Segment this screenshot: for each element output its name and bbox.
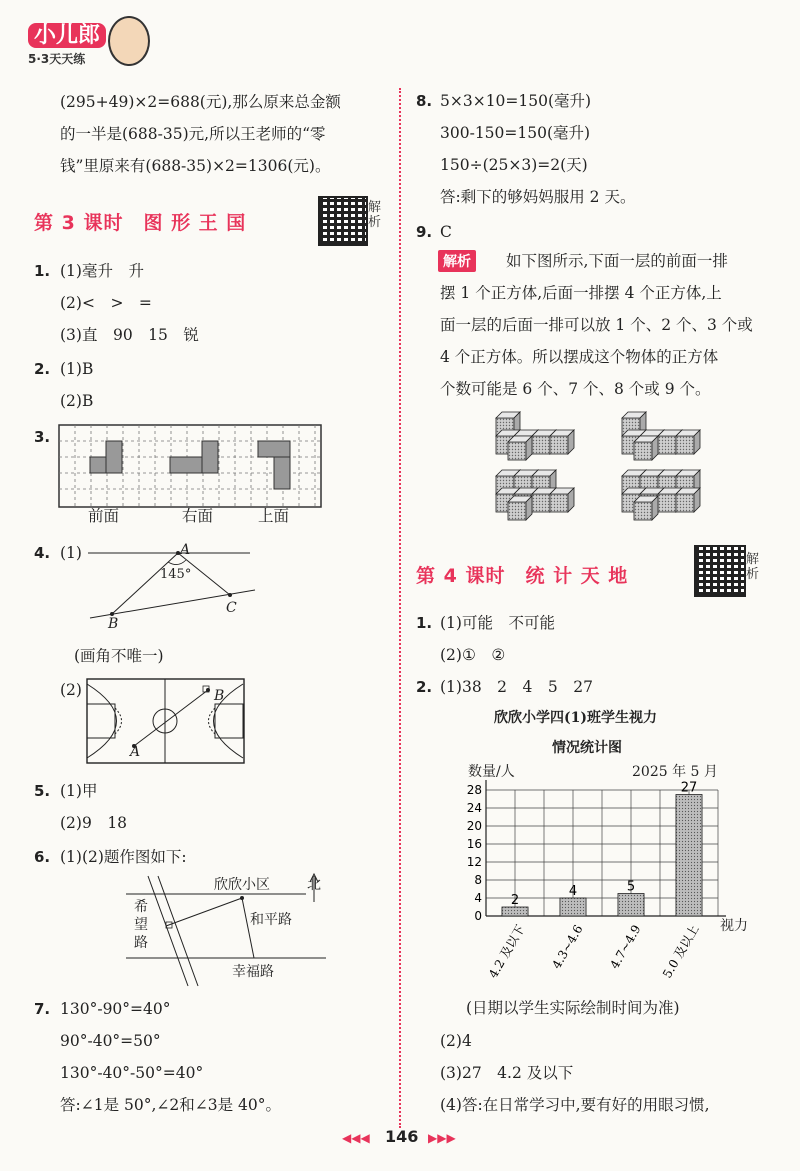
explanation-line: 摆 1 个正方体,后面一排摆 4 个正方体,上 xyxy=(440,284,722,302)
answer: (4)答:在日常学习中,要有好的用眼习惯, xyxy=(440,1096,710,1114)
bar xyxy=(502,907,528,916)
bar-value-label: 5 xyxy=(626,879,636,895)
answer: 130°-40°-50°=40° xyxy=(60,1064,204,1082)
answer: (1)甲 xyxy=(60,782,98,800)
question-number: 2. xyxy=(34,360,51,378)
chart-xlabel: 视力 xyxy=(720,918,748,934)
question-number: 5. xyxy=(34,782,51,800)
map-road2: 和平路 xyxy=(250,912,292,928)
answer: (2)① ② xyxy=(440,646,506,664)
bar-value-label: 2 xyxy=(510,893,520,908)
answer: (3)直 90 15 锐 xyxy=(60,326,199,344)
answer: (2)B xyxy=(60,392,94,410)
map-north: 北 xyxy=(307,877,321,893)
next-page-arrows[interactable]: ▶▶▶ xyxy=(428,1131,456,1145)
page-number: 146 xyxy=(385,1127,419,1146)
chart-subtitle: 情况统计图 xyxy=(552,740,622,756)
question-number: 7. xyxy=(34,1000,51,1018)
chart-ylabel: 数量/人 xyxy=(468,764,515,780)
y-tick-label: 0 xyxy=(474,909,482,923)
question-number: 9. xyxy=(416,223,433,241)
column-divider xyxy=(399,88,401,1128)
lesson-3-title: 第 3 课时 图 形 王 国 xyxy=(34,212,247,234)
view-label-front: 前面 xyxy=(88,507,120,525)
point-a: A xyxy=(180,542,191,558)
y-tick-label: 28 xyxy=(466,783,482,797)
answer: (1)毫升 升 xyxy=(60,262,144,280)
category-label: 5.0 及以上 xyxy=(660,922,702,981)
answer: 答:∠1是 50°,∠2和∠3是 40°。 xyxy=(60,1096,281,1114)
question-number: 3. xyxy=(34,428,51,446)
point-b: B xyxy=(108,616,119,632)
question-number: 4. xyxy=(34,544,51,562)
lesson-4-title: 第 4 课时 统 计 天 地 xyxy=(416,565,629,587)
text-line: (295+49)×2=688(元),那么原来总金额 xyxy=(60,93,341,111)
brand-name: 小儿郎 xyxy=(28,23,106,48)
point-a2: A xyxy=(130,744,141,760)
answer: (2)4 xyxy=(440,1032,472,1050)
explanation-line: 面一层的后面一排可以放 1 个、2 个、3 个或 xyxy=(440,316,753,334)
category-label: 4.3~4.6 xyxy=(549,922,586,972)
qr-code-icon[interactable] xyxy=(318,196,368,246)
cube-figures xyxy=(490,408,720,528)
note: (画角不唯一) xyxy=(74,647,164,665)
y-tick-label: 24 xyxy=(466,801,482,815)
three-views-grid xyxy=(58,424,322,508)
answer: (1)可能 不可能 xyxy=(440,614,555,632)
y-tick-label: 20 xyxy=(466,819,482,833)
bar-value-label: 27 xyxy=(680,780,698,796)
explanation-line: 4 个正方体。所以摆成这个物体的正方体 xyxy=(440,348,719,366)
chart-note: (日期以学生实际绘制时间为准) xyxy=(466,999,680,1017)
question-number: 1. xyxy=(416,614,433,632)
jiexi-badge: 解析 xyxy=(438,250,476,272)
explanation-line: 如下图所示,下面一层的前面一排 xyxy=(506,252,728,270)
text-line: 的一半是(688-35)元,所以王老师的“零 xyxy=(60,125,326,143)
category-label: 4.7~4.9 xyxy=(607,922,644,972)
view-label-right: 右面 xyxy=(182,507,214,525)
view-label-top: 上面 xyxy=(258,507,290,525)
question-number: 8. xyxy=(416,92,433,110)
qr-code-icon[interactable] xyxy=(694,545,746,597)
bar xyxy=(618,894,644,917)
map-road3: 幸福路 xyxy=(232,964,274,980)
answer: 90°-40°=50° xyxy=(60,1032,161,1050)
answer: (2)< > = xyxy=(60,294,152,312)
y-tick-label: 8 xyxy=(474,873,482,887)
text-line: 钱”里原来有(688-35)×2=1306(元)。 xyxy=(60,157,331,175)
answer: 130°-90°=40° xyxy=(60,1000,171,1018)
answer: 300-150=150(毫升) xyxy=(440,124,591,142)
vision-bar-chart xyxy=(450,780,730,1010)
answer: (1)38 2 4 5 27 xyxy=(440,678,593,696)
chart-date: 2025 年 5 月 xyxy=(632,764,718,780)
brand-series: 5·3天天练 xyxy=(28,52,86,66)
map-school: 欣欣小区 xyxy=(214,877,270,893)
bar-value-label: 4 xyxy=(568,884,578,899)
answer: 150÷(25×3)=2(天) xyxy=(440,156,588,174)
prev-page-arrows[interactable]: ◀◀◀ xyxy=(342,1131,370,1145)
map-road1: 希望路 xyxy=(134,899,148,951)
question-number: 6. xyxy=(34,848,51,866)
answer: C xyxy=(440,223,452,241)
y-tick-label: 16 xyxy=(466,837,482,851)
point-b2: B xyxy=(214,688,225,704)
y-tick-label: 12 xyxy=(466,855,482,869)
angle-label: 145° xyxy=(160,567,192,582)
chart-title: 欣欣小学四(1)班学生视力 xyxy=(494,710,657,726)
jiexi-label: 解析 xyxy=(746,552,760,582)
answer: (1)(2)题作图如下: xyxy=(60,848,187,866)
explanation-line: 个数可能是 6 个、7 个、8 个或 9 个。 xyxy=(440,380,711,398)
answer: (2)9 18 xyxy=(60,814,128,832)
jiexi-label: 解析 xyxy=(368,200,382,230)
answer: (2) xyxy=(60,681,82,699)
answer: (1)B xyxy=(60,360,94,378)
mascot-icon xyxy=(108,16,150,66)
bar xyxy=(676,795,702,917)
category-label: 4.2 及以下 xyxy=(486,922,528,981)
question-number: 2. xyxy=(416,678,433,696)
answer: (3)27 4.2 及以下 xyxy=(440,1064,574,1082)
bar xyxy=(560,898,586,916)
answer: 5×3×10=150(毫升) xyxy=(440,92,592,110)
brand-logo xyxy=(0,0,118,72)
question-number: 1. xyxy=(34,262,51,280)
y-tick-label: 4 xyxy=(474,891,482,905)
answer: 答:剩下的够妈妈服用 2 天。 xyxy=(440,188,636,206)
answer: (1) xyxy=(60,544,82,562)
point-c: C xyxy=(226,600,237,616)
